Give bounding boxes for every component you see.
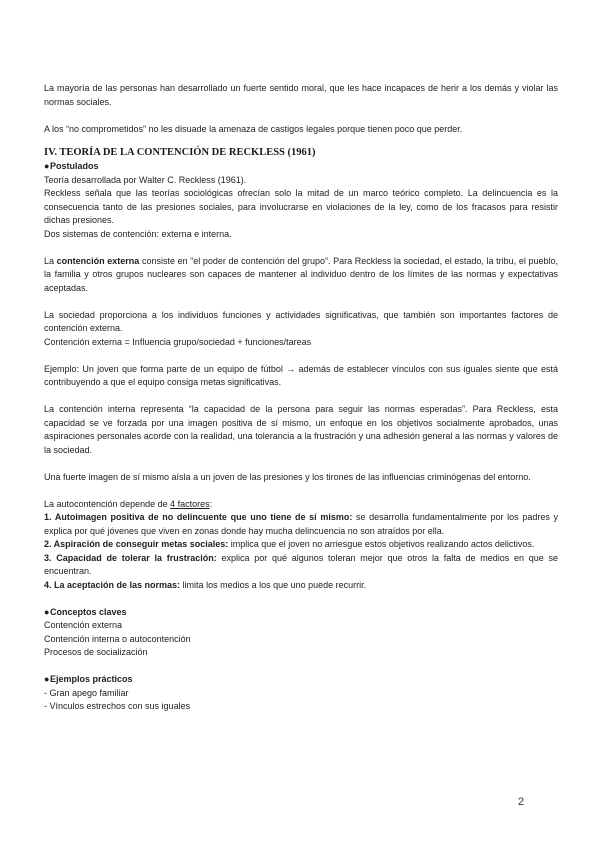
- conceptos-heading: [44, 606, 558, 620]
- section-title: IV. TEORÍA DE LA CONTENCIÓN DE RECKLESS (1961): [44, 147, 316, 158]
- concepto-item: Contención externa: [44, 620, 123, 630]
- factores-link[interactable]: 4 factores: [170, 498, 210, 509]
- imagen-paragraph: Una fuerte imagen de sí mismo aísla a un joven de las presiones y los tirones de las influencias criminógenas del entorno.: [44, 471, 531, 482]
- page-content: [44, 82, 558, 714]
- postulados-heading: [44, 160, 558, 174]
- contencion-externa-term: contención externa: [56, 255, 140, 266]
- factor-item: 4. La aceptación de las normas: limita los medios a los que uno puede recurrir.: [44, 579, 367, 590]
- postulados-label: Postulados: [50, 161, 99, 171]
- ejemplo-paragraph: Ejemplo: Un joven que forma parte de un equipo de fútbol → además de establecer vínculos con sus iguales siente que está contribuyendo a que el equipo consiga metas significativas.: [44, 363, 558, 387]
- contencion-interna-paragraph: La contención interna representa “la capacidad de la persona para seguir las normas esperadas”. Para Reckless, esta capacidad se ve forzada por una imagen positiva de sí mismo, un enfoque en los objetivos socialmente aprobados, unas aspiraciones personales acorde con la realidad, una tolerancia a la frustración y una adhesión general a las normas y valores de la sociedad.: [44, 404, 558, 455]
- factor-item: 2. Aspiración de conseguir metas sociales: implica que el joven no arriesgue estos objetivos realizando actos delictivos.: [44, 539, 535, 549]
- factores-intro: La autocontención depende de 4 factores:: [44, 498, 213, 509]
- conceptos-label: Conceptos claves: [50, 606, 127, 617]
- postulados-line-3: Dos sistemas de contención: externa e interna.: [44, 228, 232, 239]
- concepto-item: Procesos de socialización: [44, 647, 148, 657]
- ejemplo-item: - Gran apego familiar: [44, 687, 129, 698]
- bullet-icon: ●: [44, 674, 50, 684]
- bullet-icon: ●: [44, 161, 50, 171]
- intro-paragraph-1: La mayoría de las personas han desarrollado un fuerte sentido moral, que les hace incapaces de herir a los demás y violar las normas sociales.: [44, 83, 558, 107]
- ejemplos-label: Ejemplos prácticos: [50, 674, 133, 684]
- sociedad-paragraph: La sociedad proporciona a los individuos funciones y actividades significativas, que también son importantes factores de contención externa.: [44, 309, 558, 333]
- formula-line: Contención externa = Influencia grupo/sociedad + funciones/tareas: [44, 336, 312, 347]
- page-number: 2: [518, 796, 525, 808]
- postulados-line-2: Reckless señala que las teorías sociológicas ofrecían solo la mitad de un marco teórico completo. La delincuencia es la consecuencia tanto de las presiones sociales, para involucrarse en violaciones de la ley, como de los fracasos para resistir dichas presiones.: [44, 188, 558, 225]
- ejemplos-heading: [44, 673, 558, 687]
- concepto-item: Contención interna o autocontención: [44, 633, 191, 644]
- factor-item: 1. Autoimagen positiva de no delincuente que uno tiene de sí mismo: se desarrolla fundamentalmente por los padres y explica por qué jóvenes que viven en zonas donde hay mucha delincuencia no son atraídos por ella.: [44, 512, 558, 536]
- postulados-line-1: Teoría desarrollada por Walter C. Reckless (1961).: [44, 174, 247, 185]
- ejemplo-item: - Vínculos estrechos con sus iguales: [44, 701, 191, 711]
- factor-item: 3. Capacidad de tolerar la frustración: explica por qué algunos toleran mejor que otros la falta de medios en que se encuentran.: [44, 552, 558, 576]
- intro-paragraph-2: A los “no comprometidos” no les disuade la amenaza de castigos legales porque tienen poco que perder.: [44, 123, 463, 134]
- contencion-externa-paragraph: La contención externa consiste en “el poder de contención del grupo”. Para Reckless la sociedad, el estado, la tribu, el pueblo, la familia y otros grupos nucleares son capaces de mantener al individuo dentro de los límites de las normas y expectativas aceptadas.: [44, 255, 558, 293]
- bullet-icon: ●: [44, 606, 50, 617]
